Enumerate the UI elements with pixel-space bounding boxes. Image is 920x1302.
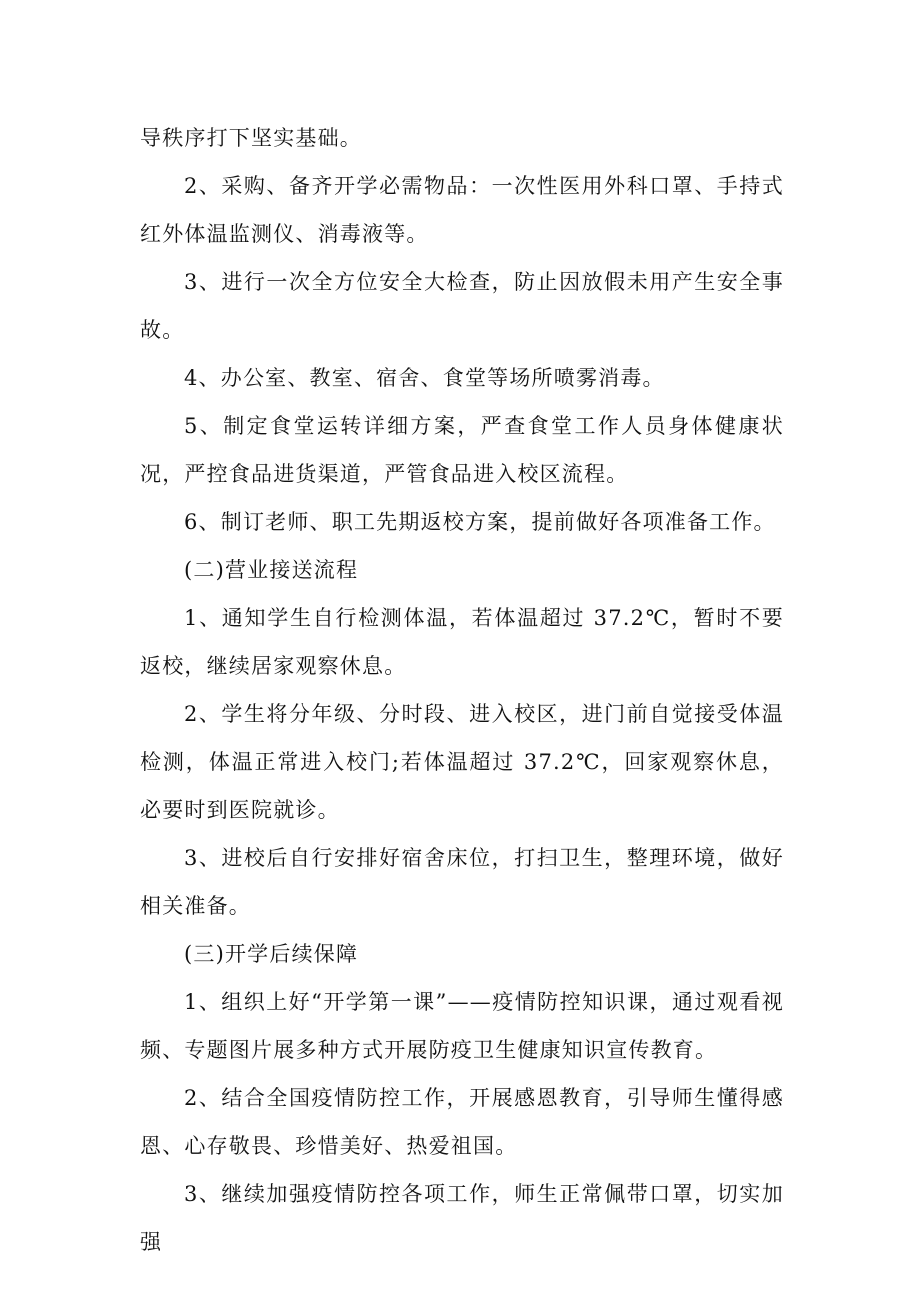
paragraph-item-3-continue: 3、继续加强疫情防控各项工作，师生正常佩带口罩，切实加强 (140, 1182, 784, 1254)
paragraph-item-6-staff-return: 6、制订老师、职工先期返校方案，提前做好各项准备工作。 (184, 510, 776, 534)
document-body (140, 114, 784, 1266)
paragraph-continuation: 导秩序打下坚实基础。 (140, 126, 362, 150)
paragraph-item-3-dorm: 3、进校后自行安排好宿舍床位，打扫卫生，整理环境，做好相关准备。 (140, 846, 784, 918)
paragraph-item-3-inspection: 3、进行一次全方位安全大检查，防止因放假未用产生安全事故。 (140, 270, 784, 342)
paragraph-item-4-disinfection: 4、办公室、教室、宿舍、食堂等场所喷雾消毒。 (184, 366, 665, 390)
paragraph-item-2-purchase: 2、采购、备齐开学必需物品：一次性医用外科口罩、手持式红外体温监测仪、消毒液等。 (140, 174, 784, 246)
paragraph-item-2-gratitude: 2、结合全国疫情防控工作，开展感恩教育，引导师生懂得感恩、心存敬畏、珍惜美好、热爱祖国。 (140, 1086, 784, 1158)
paragraph-item-1-first-lesson: 1、组织上好“开学第一课”——疫情防控知识课，通过观看视频、专题图片展多种方式开展防疫卫生健康知识宣传教育。 (140, 990, 784, 1062)
paragraph-item-5-canteen: 5、制定食堂运转详细方案，严查食堂工作人员身体健康状况，严控食品进货渠道，严管食品进入校区流程。 (140, 414, 784, 486)
paragraph-item-2-entry: 2、学生将分年级、分时段、进入校区，进门前自觉接受体温检测，体温正常进入校门;若体温超过 37.2℃，回家观察休息，必要时到医院就诊。 (140, 702, 784, 822)
paragraph-item-1-temperature: 1、通知学生自行检测体温，若体温超过 37.2℃，暂时不要返校，继续居家观察休息。 (140, 606, 784, 678)
section-heading-3: (三)开学后续保障 (184, 942, 359, 966)
section-heading-2: (二)营业接送流程 (184, 558, 359, 582)
